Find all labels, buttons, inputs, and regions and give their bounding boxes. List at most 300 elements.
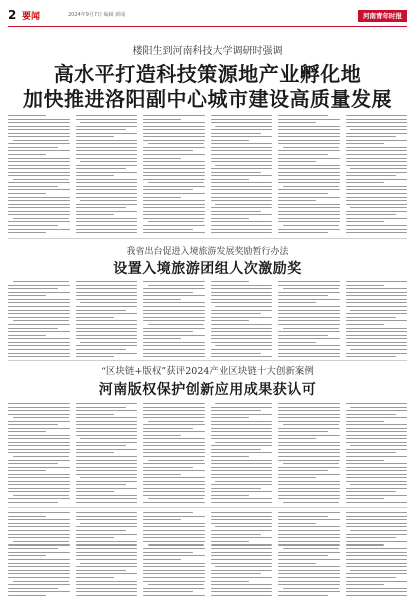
- text-line: [211, 129, 273, 130]
- text-line: [211, 179, 249, 180]
- text-line: [278, 488, 340, 489]
- page-number: 2: [8, 8, 17, 22]
- text-line: [215, 481, 272, 482]
- text-line: [346, 221, 384, 222]
- text-line: [76, 186, 138, 187]
- text-line: [211, 495, 249, 496]
- text-line: [8, 502, 58, 503]
- text-line: [8, 331, 70, 332]
- text-line: [8, 481, 70, 482]
- text-line: [211, 211, 261, 212]
- text-line: [76, 424, 138, 425]
- text-line: [346, 573, 408, 574]
- text-line: [278, 552, 340, 553]
- text-line: [211, 229, 273, 230]
- text-line: [8, 229, 70, 230]
- text-line: [346, 548, 408, 549]
- text-line: [346, 197, 408, 198]
- text-line: [8, 414, 70, 415]
- text-line: [211, 200, 273, 201]
- text-line: [346, 477, 408, 478]
- section-divider: [8, 507, 407, 508]
- text-line: [346, 200, 408, 201]
- text-line: [283, 502, 340, 503]
- text-line: [346, 172, 408, 173]
- text-line: [143, 328, 205, 329]
- text-line: [211, 119, 273, 120]
- text-line: [143, 281, 205, 282]
- text-line: [346, 186, 408, 187]
- text-line: [346, 161, 408, 162]
- text-line: [148, 460, 205, 461]
- text-line: [278, 136, 340, 137]
- text-line: [278, 477, 316, 478]
- text-line: [346, 143, 384, 144]
- text-line: [148, 584, 205, 585]
- text-line: [76, 115, 138, 116]
- text-line: [143, 555, 205, 556]
- text-line: [76, 292, 138, 293]
- text-line: [278, 232, 328, 233]
- text-line: [8, 214, 70, 215]
- text-line: [211, 452, 273, 453]
- text-line: [143, 302, 205, 303]
- text-line: [278, 353, 340, 354]
- text-line: [143, 548, 205, 549]
- text-line: [346, 467, 408, 468]
- text-line: [76, 595, 138, 596]
- text-line: [8, 182, 70, 183]
- text-line: [278, 158, 340, 159]
- article-1-kicker: 楼阳生到河南科技大学调研时强调: [132, 46, 283, 57]
- text-line: [8, 115, 46, 116]
- text-line: [8, 435, 70, 436]
- text-column: [143, 281, 205, 357]
- text-line: [143, 310, 205, 311]
- text-line: [346, 595, 408, 596]
- text-line: [346, 285, 384, 286]
- text-line: [346, 519, 408, 520]
- text-line: [76, 512, 138, 513]
- text-line: [8, 147, 58, 148]
- text-line: [278, 119, 340, 120]
- text-column: [8, 281, 70, 357]
- text-line: [143, 172, 205, 173]
- text-line: [346, 463, 408, 464]
- text-line: [143, 470, 205, 471]
- text-line: [143, 541, 205, 542]
- text-line: [13, 541, 70, 542]
- text-line: [8, 577, 70, 578]
- text-line: [211, 353, 261, 354]
- text-column: [76, 281, 138, 357]
- text-line: [76, 481, 138, 482]
- text-line: [76, 530, 126, 531]
- text-line: [13, 495, 70, 496]
- text-line: [76, 182, 138, 183]
- text-line: [8, 299, 70, 300]
- commentary-body: [8, 512, 407, 596]
- text-line: [278, 285, 340, 286]
- text-line: [8, 498, 70, 499]
- text-line: [148, 143, 205, 144]
- text-line: [143, 449, 205, 450]
- text-line: [8, 193, 46, 194]
- text-line: [76, 306, 138, 307]
- text-line: [8, 221, 70, 222]
- text-line: [76, 338, 138, 339]
- text-line: [143, 467, 193, 468]
- text-line: [13, 179, 70, 180]
- article-2-kicker: 我省出台促进入境旅游发展奖励暂行办法: [126, 247, 289, 257]
- text-line: [346, 414, 396, 415]
- text-line: [143, 335, 205, 336]
- text-line: [278, 460, 340, 461]
- text-column: [278, 281, 340, 357]
- text-line: [143, 519, 181, 520]
- text-line: [346, 491, 396, 492]
- text-line: [76, 317, 114, 318]
- text-line: [143, 424, 205, 425]
- text-line: [346, 435, 408, 436]
- text-line: [76, 519, 138, 520]
- text-line: [8, 168, 70, 169]
- text-line: [350, 310, 407, 311]
- text-line: [8, 302, 70, 303]
- text-line: [143, 495, 205, 496]
- article-2-headline: 设置入境旅游团组人次激励奖: [113, 261, 302, 277]
- text-line: [346, 356, 396, 357]
- text-column: [143, 512, 205, 596]
- text-line: [278, 591, 340, 592]
- text-line: [346, 544, 384, 545]
- text-column: [8, 512, 70, 596]
- text-line: [76, 197, 138, 198]
- text-column: [76, 115, 138, 233]
- text-line: [143, 438, 205, 439]
- text-line: [350, 570, 407, 571]
- text-line: [278, 295, 328, 296]
- article-1-headline-line2: 加快推进洛阳副中心城市建设高质量发展: [23, 87, 392, 111]
- text-line: [278, 133, 340, 134]
- text-line: [143, 133, 205, 134]
- text-line: [13, 320, 70, 321]
- text-line: [143, 442, 205, 443]
- text-line: [143, 463, 205, 464]
- text-line: [346, 115, 408, 116]
- text-line: [8, 211, 70, 212]
- text-line: [8, 119, 70, 120]
- text-line: [211, 548, 273, 549]
- text-line: [8, 445, 70, 446]
- text-line: [278, 218, 340, 219]
- text-line: [278, 414, 340, 415]
- text-line: [143, 452, 205, 453]
- text-line: [143, 161, 205, 162]
- text-line: [143, 530, 205, 531]
- text-line: [211, 331, 273, 332]
- text-line: [211, 338, 273, 339]
- text-line: [143, 570, 205, 571]
- text-line: [8, 225, 58, 226]
- text-line: [76, 204, 138, 205]
- text-line: [211, 516, 273, 517]
- text-line: [76, 172, 138, 173]
- text-line: [143, 129, 205, 130]
- text-line: [8, 519, 70, 520]
- text-line: [211, 313, 261, 314]
- text-line: [278, 193, 328, 194]
- text-line: [211, 438, 273, 439]
- text-line: [143, 428, 193, 429]
- text-line: [76, 349, 126, 350]
- text-line: [346, 449, 408, 450]
- text-line: [346, 495, 408, 496]
- text-line: [76, 407, 126, 408]
- text-line: [211, 512, 273, 513]
- text-line: [346, 410, 408, 411]
- text-line: [211, 595, 273, 596]
- text-line: [8, 563, 70, 564]
- text-column: [143, 403, 205, 503]
- text-line: [346, 460, 384, 461]
- text-line: [211, 498, 273, 499]
- text-line: [211, 484, 273, 485]
- text-line: [143, 299, 181, 300]
- text-line: [8, 491, 70, 492]
- text-line: [211, 421, 273, 422]
- text-line: [143, 591, 193, 592]
- text-line: [76, 140, 138, 141]
- text-line: [278, 313, 340, 314]
- text-line: [76, 129, 126, 130]
- text-line: [350, 129, 407, 130]
- text-line: [76, 158, 138, 159]
- text-line: [346, 229, 408, 230]
- text-line: [143, 477, 205, 478]
- text-line: [143, 512, 193, 513]
- text-line: [8, 317, 70, 318]
- text-line: [211, 154, 273, 155]
- text-line: [346, 526, 408, 527]
- text-line: [8, 449, 70, 450]
- text-line: [13, 581, 70, 582]
- text-line: [143, 320, 205, 321]
- text-line: [211, 460, 273, 461]
- text-line: [278, 595, 328, 596]
- text-line: [8, 512, 70, 513]
- text-line: [148, 544, 205, 545]
- text-line: [76, 214, 114, 215]
- text-line: [215, 345, 272, 346]
- text-line: [211, 197, 273, 198]
- text-line: [76, 320, 138, 321]
- text-line: [278, 428, 340, 429]
- text-line: [8, 200, 70, 201]
- text-line: [143, 179, 205, 180]
- text-line: [8, 126, 70, 127]
- text-line: [143, 581, 205, 582]
- text-line: [350, 168, 407, 169]
- text-line: [278, 292, 340, 293]
- text-line: [211, 122, 273, 123]
- article-3-kicker: “区块链+版权”获评2024产业区块链十大创新案例: [101, 366, 314, 377]
- text-line: [143, 317, 205, 318]
- text-line: [215, 526, 272, 527]
- text-line: [8, 573, 70, 574]
- text-line: [278, 129, 340, 130]
- text-line: [346, 474, 408, 475]
- text-line: [8, 189, 70, 190]
- text-line: [211, 577, 273, 578]
- text-line: [346, 512, 408, 513]
- text-line: [278, 179, 340, 180]
- text-line: [215, 403, 272, 404]
- text-line: [278, 581, 340, 582]
- text-line: [8, 407, 70, 408]
- text-line: [278, 207, 340, 208]
- text-line: [143, 403, 205, 404]
- text-line: [278, 516, 328, 517]
- text-line: [143, 338, 181, 339]
- text-line: [8, 548, 58, 549]
- text-line: [211, 541, 249, 542]
- text-line: [278, 526, 340, 527]
- text-line: [346, 421, 384, 422]
- text-line: [13, 281, 70, 282]
- text-line: [143, 349, 205, 350]
- text-line: [278, 189, 340, 190]
- text-line: [278, 324, 340, 325]
- text-line: [8, 460, 70, 461]
- text-line: [8, 232, 46, 233]
- text-column: [211, 512, 273, 596]
- text-line: [8, 488, 70, 489]
- text-line: [278, 445, 340, 446]
- text-line: [143, 211, 205, 212]
- text-line: [76, 581, 138, 582]
- text-line: [350, 484, 407, 485]
- text-line: [76, 136, 114, 137]
- text-line: [143, 232, 205, 233]
- text-line: [76, 566, 138, 567]
- text-line: [8, 288, 58, 289]
- text-line: [278, 407, 340, 408]
- text-line: [8, 328, 58, 329]
- text-line: [143, 225, 205, 226]
- text-line: [143, 559, 181, 560]
- text-line: [143, 484, 205, 485]
- text-line: [76, 456, 138, 457]
- text-line: [13, 140, 70, 141]
- text-line: [211, 218, 249, 219]
- text-line: [76, 414, 114, 415]
- text-line: [148, 221, 205, 222]
- text-line: [211, 225, 273, 226]
- text-line: [278, 555, 328, 556]
- text-line: [211, 428, 273, 429]
- text-line: [215, 126, 272, 127]
- text-line: [346, 534, 408, 535]
- text-line: [148, 421, 205, 422]
- text-line: [211, 530, 273, 531]
- text-line: [76, 573, 138, 574]
- text-line: [143, 126, 205, 127]
- text-line: [76, 232, 138, 233]
- text-line: [278, 570, 340, 571]
- text-line: [346, 147, 408, 148]
- text-line: [278, 197, 340, 198]
- text-line: [346, 179, 408, 180]
- text-line: [346, 417, 408, 418]
- text-line: [346, 214, 396, 215]
- text-line: [278, 320, 340, 321]
- text-line: [76, 445, 126, 446]
- text-line: [76, 548, 138, 549]
- text-line: [278, 467, 340, 468]
- text-line: [8, 595, 46, 596]
- text-line: [211, 172, 261, 173]
- text-line: [211, 417, 249, 418]
- text-line: [143, 292, 193, 293]
- text-line: [211, 581, 249, 582]
- text-line: [211, 588, 273, 589]
- text-line: [278, 229, 340, 230]
- text-line: [211, 158, 273, 159]
- text-line: [211, 414, 273, 415]
- text-line: [8, 467, 70, 468]
- text-line: [8, 544, 70, 545]
- text-line: [143, 481, 205, 482]
- text-line: [76, 470, 138, 471]
- text-line: [143, 313, 205, 314]
- text-line: [350, 349, 407, 350]
- text-line: [143, 295, 205, 296]
- text-line: [76, 225, 138, 226]
- text-line: [76, 552, 138, 553]
- text-line: [143, 197, 181, 198]
- text-line: [8, 442, 70, 443]
- text-line: [346, 345, 408, 346]
- text-line: [211, 534, 261, 535]
- text-line: [76, 534, 138, 535]
- text-line: [278, 150, 340, 151]
- text-line: [76, 295, 138, 296]
- text-line: [346, 193, 408, 194]
- text-line: [278, 165, 340, 166]
- text-line: [278, 421, 340, 422]
- text-line: [80, 302, 137, 303]
- text-line: [76, 495, 138, 496]
- text-line: [211, 356, 273, 357]
- text-line: [211, 302, 273, 303]
- text-line: [143, 417, 205, 418]
- text-line: [143, 435, 181, 436]
- text-line: [278, 161, 316, 162]
- text-line: [350, 445, 407, 446]
- text-line: [148, 182, 205, 183]
- text-line: [8, 421, 70, 422]
- text-line: [346, 150, 408, 151]
- text-line: [80, 161, 137, 162]
- text-line: [350, 530, 407, 531]
- text-line: [76, 435, 138, 436]
- text-line: [76, 150, 138, 151]
- text-line: [143, 588, 205, 589]
- text-line: [8, 158, 70, 159]
- text-line: [143, 165, 205, 166]
- text-line: [143, 288, 205, 289]
